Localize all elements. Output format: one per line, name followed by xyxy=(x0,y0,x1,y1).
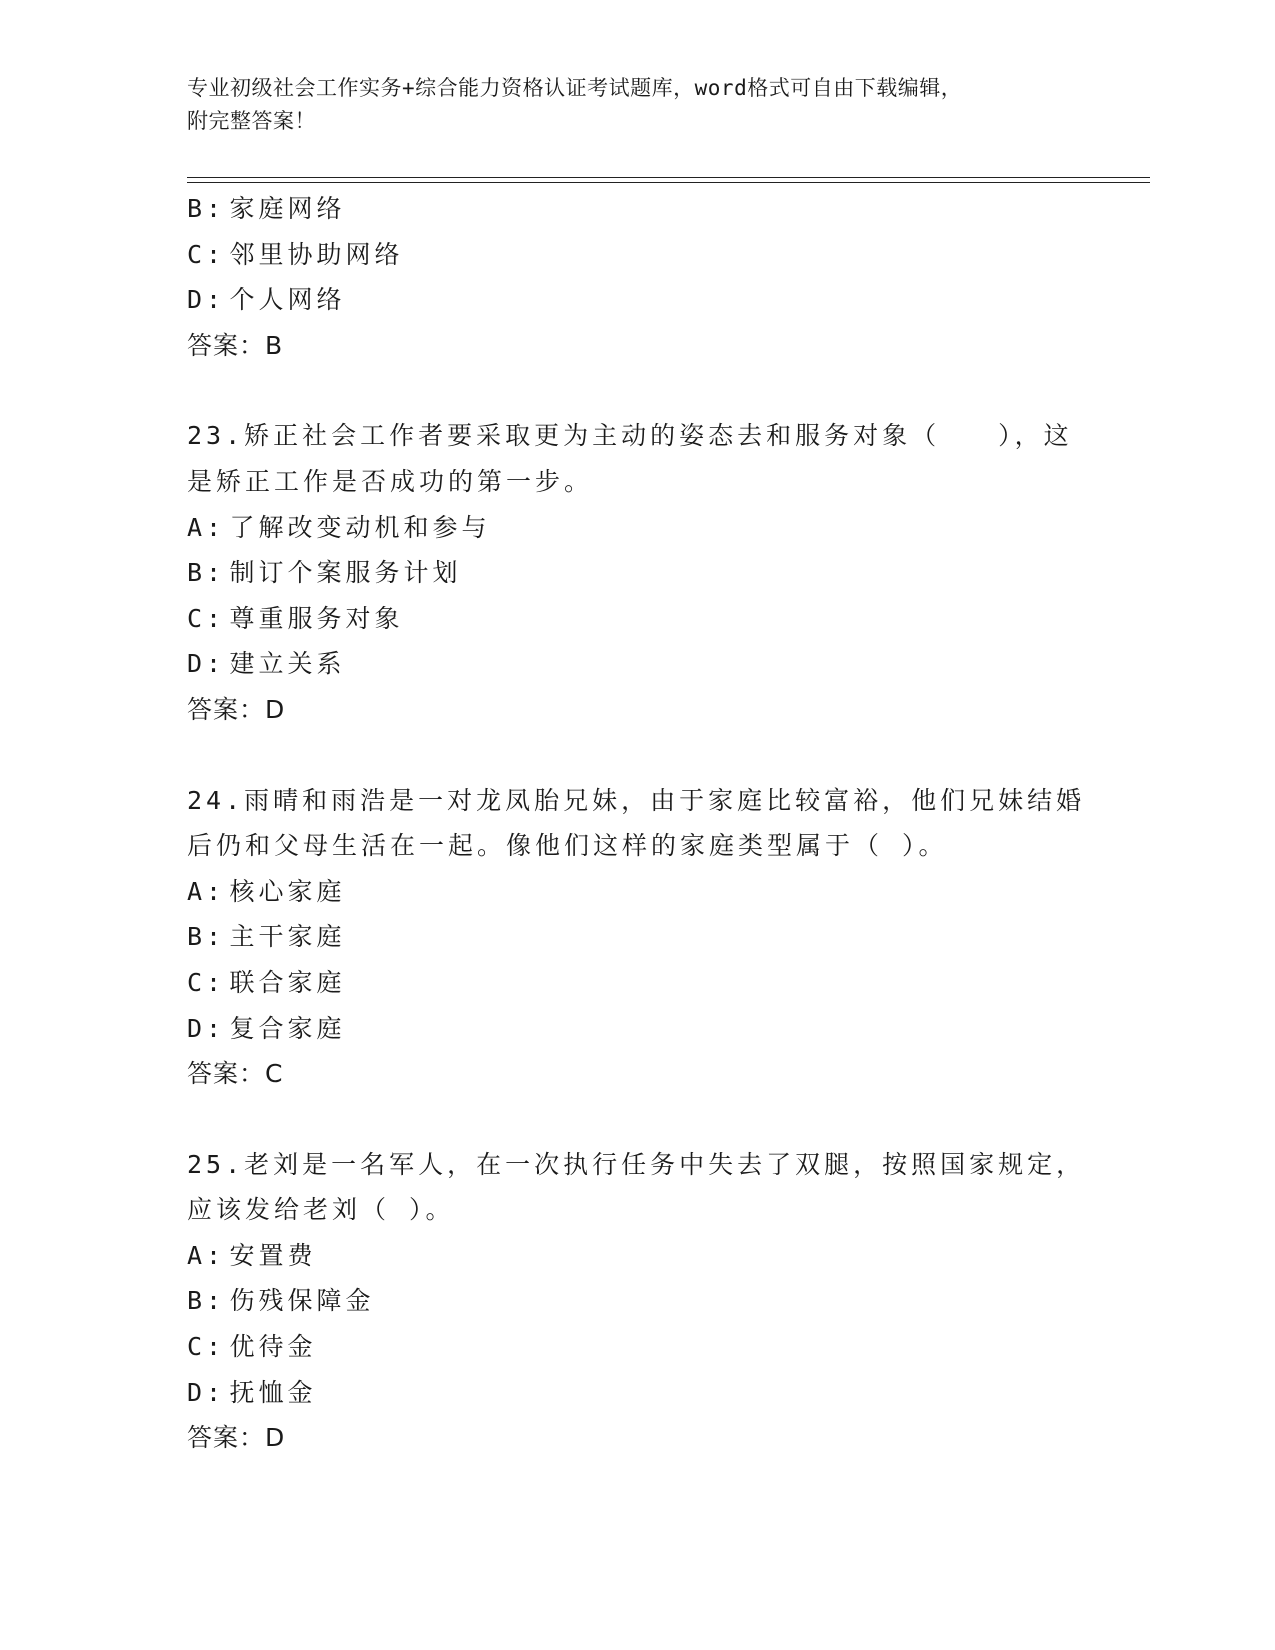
option-row xyxy=(187,186,1087,232)
option-text: 家庭网络 xyxy=(229,194,346,223)
option-text: 优待金 xyxy=(229,1332,317,1362)
option-row xyxy=(187,232,1087,278)
option-letter: A: xyxy=(187,1240,226,1270)
question-list xyxy=(187,186,1087,1461)
option-text: 抚恤金 xyxy=(229,1377,317,1407)
option-letter: D: xyxy=(187,285,226,315)
option-row xyxy=(187,1370,1087,1416)
option-letter: D: xyxy=(187,1377,226,1407)
option-letter: A: xyxy=(187,876,226,906)
answer-line: 答案：B xyxy=(187,330,284,360)
option-row xyxy=(187,596,1087,642)
option-text: 尊重服务对象 xyxy=(229,603,404,633)
answer-line: 答案：D xyxy=(187,1423,286,1453)
option-text: 复合家庭 xyxy=(229,1013,346,1043)
option-letter: C: xyxy=(187,967,226,997)
option-text: 联合家庭 xyxy=(229,967,346,997)
option-row xyxy=(187,869,1087,915)
header-line-2: 附完整答案！ xyxy=(187,109,316,133)
header-line-1: 专业初级社会工作实务+综合能力资格认证考试题库，word格式可自由下载编辑， xyxy=(187,76,963,100)
option-row xyxy=(187,960,1087,1006)
question-24 xyxy=(187,778,1087,869)
answer-line: 答案：D xyxy=(187,694,286,724)
option-text: 核心家庭 xyxy=(229,876,346,906)
option-row xyxy=(187,914,1087,960)
option-row xyxy=(187,277,1087,323)
option-text: 个人网络 xyxy=(229,285,346,315)
option-letter: D: xyxy=(187,1013,226,1043)
option-letter: C: xyxy=(187,1332,226,1362)
option-letter: B: xyxy=(187,194,226,223)
option-text: 建立关系 xyxy=(229,649,346,679)
option-row xyxy=(187,1006,1087,1052)
question-text-line-2: 应该发给老刘（ ）。 xyxy=(187,1195,455,1225)
question-text-line-2: 后仍和父母生活在一起。像他们这样的家庭类型属于（ ）。 xyxy=(187,831,948,861)
option-letter: B: xyxy=(187,1286,226,1316)
question-text-line-1: 23.矫正社会工作者要采取更为主动的姿态去和服务对象（ ），这 xyxy=(187,421,1073,451)
carry-over-block xyxy=(187,186,1087,368)
option-letter: B: xyxy=(187,922,226,952)
option-text: 制订个案服务计划 xyxy=(229,558,462,588)
option-letter: C: xyxy=(187,603,226,633)
option-row xyxy=(187,1278,1087,1324)
question-text-line-1: 25.老刘是一名军人，在一次执行任务中失去了双腿，按照国家规定， xyxy=(187,1149,1086,1179)
option-letter: B: xyxy=(187,558,226,588)
question-text-line-1: 24.雨晴和雨浩是一对龙凤胎兄妹，由于家庭比较富裕，他们兄妹结婚 xyxy=(187,785,1086,815)
answer-line: 答案：C xyxy=(187,1059,284,1089)
option-text: 安置费 xyxy=(229,1240,317,1270)
option-text: 伤残保障金 xyxy=(229,1286,375,1316)
header-divider-top xyxy=(187,177,1150,178)
header-divider-bottom xyxy=(187,182,1150,183)
option-letter: A: xyxy=(187,512,226,542)
question-25 xyxy=(187,1142,1087,1233)
question-23 xyxy=(187,413,1087,504)
option-text: 主干家庭 xyxy=(229,922,346,952)
option-text: 邻里协助网络 xyxy=(229,239,404,269)
option-row xyxy=(187,1233,1087,1279)
option-row xyxy=(187,550,1087,596)
option-row xyxy=(187,1324,1087,1370)
option-letter: C: xyxy=(187,239,226,269)
option-letter: D: xyxy=(187,649,226,679)
question-text-line-2: 是矫正工作是否成功的第一步。 xyxy=(187,466,594,496)
option-row xyxy=(187,505,1087,551)
document-header xyxy=(187,72,1087,138)
option-row xyxy=(187,641,1087,687)
option-text: 了解改变动机和参与 xyxy=(229,512,491,542)
